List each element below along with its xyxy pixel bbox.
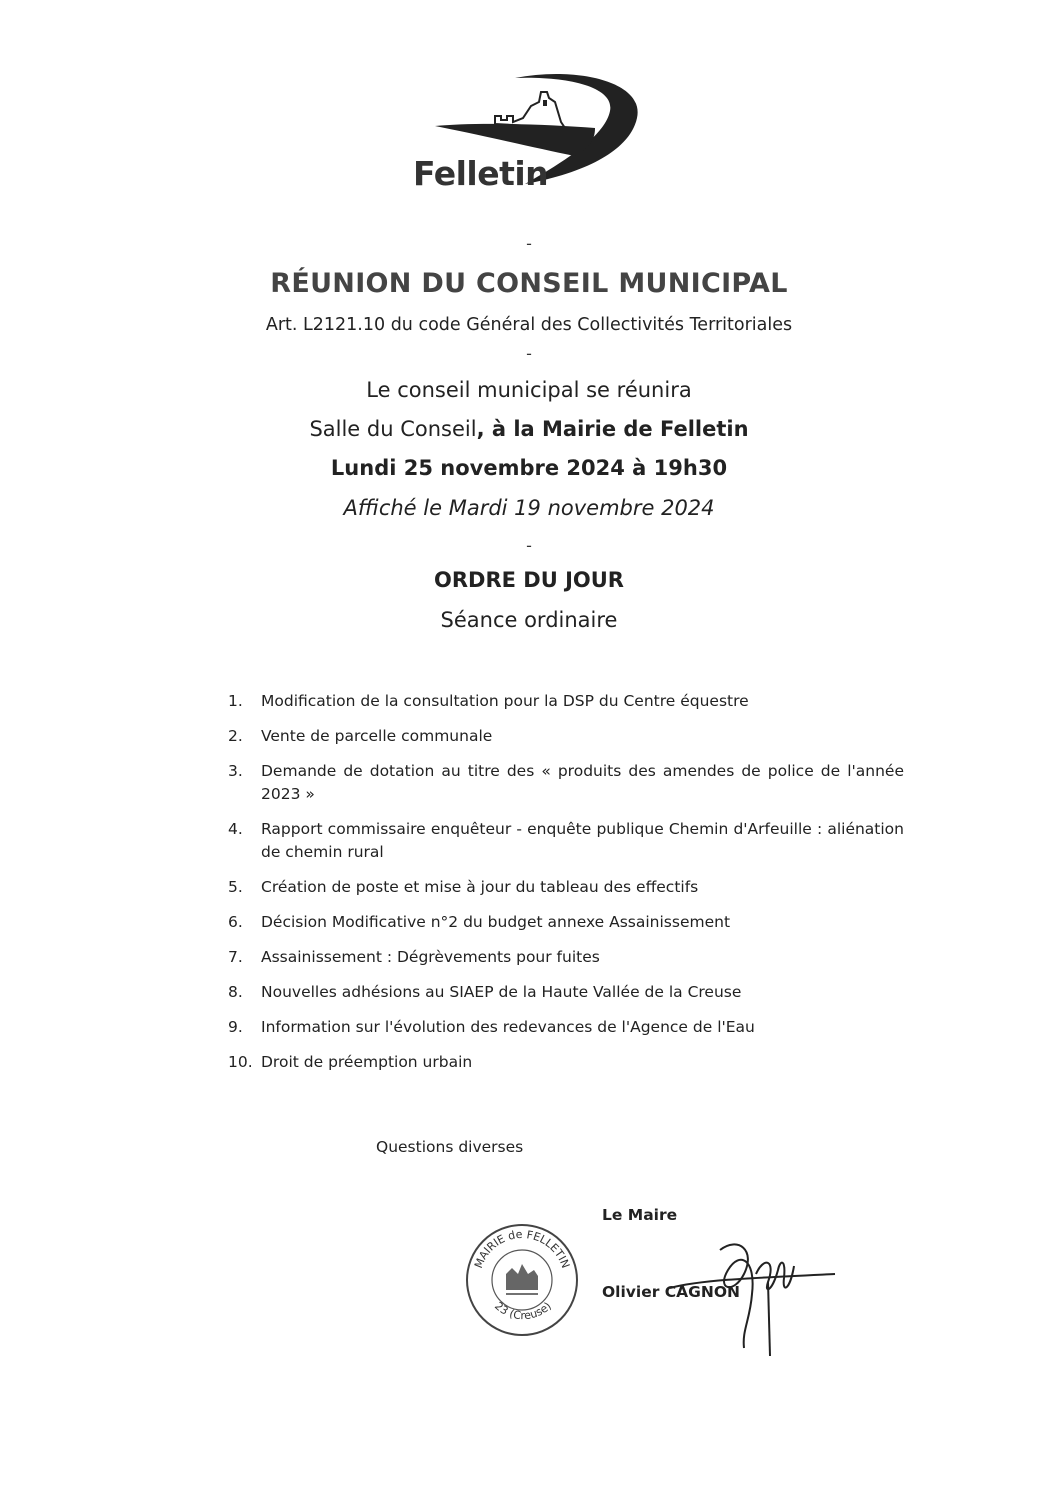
page-title: RÉUNION DU CONSEIL MUNICIPAL: [270, 268, 788, 299]
separator: -: [526, 344, 532, 363]
agenda-item-number: 8.: [228, 983, 243, 1001]
agenda-item: [228, 1016, 904, 1039]
agenda-item: [228, 946, 904, 969]
svg-text:MAIRIE de FELLETIN: [472, 1228, 572, 1270]
agenda-item-number: 6.: [228, 913, 243, 931]
meeting-date: Lundi 25 novembre 2024 à 19h30: [330, 456, 728, 480]
separator: -: [526, 234, 532, 253]
agenda-item-number: 2.: [228, 727, 243, 745]
agenda-item-text: Information sur l'évolution des redevances de l'Agence de l'Eau: [261, 1018, 755, 1036]
posted-date: Affiché le Mardi 19 novembre 2024: [343, 496, 715, 520]
meeting-intro: Le conseil municipal se réunira: [366, 378, 692, 402]
agenda-item-text: Vente de parcelle communale: [261, 727, 493, 745]
signatory-role: Le Maire: [602, 1206, 678, 1224]
agenda-item: [228, 725, 904, 748]
misc-questions: Questions diverses: [376, 1138, 524, 1156]
agenda-list: [228, 690, 904, 1074]
agenda-item-number: 7.: [228, 948, 243, 966]
meeting-location: [0, 417, 1058, 441]
agenda-item-number: 9.: [228, 1018, 243, 1036]
legal-reference: Art. L2121.10 du code Général des Collectivités Territoriales: [265, 315, 793, 335]
agenda-item: [228, 1051, 904, 1074]
agenda-item: [228, 911, 904, 934]
agenda-item-text: Nouvelles adhésions au SIAEP de la Haute Vallée de la Creuse: [261, 983, 742, 1001]
logo-wordmark: Felletin: [413, 154, 549, 193]
stamp-seal-icon: [462, 1218, 582, 1338]
stamp-bottom-text: 23 (Creuse): [492, 1299, 554, 1323]
agenda-item-number: 10.: [228, 1053, 253, 1071]
agenda-item-number: 5.: [228, 878, 243, 896]
agenda-item-number: 1.: [228, 692, 243, 710]
agenda-item-text: Décision Modificative n°2 du budget annexe Assainissement: [261, 913, 731, 931]
agenda-item: [228, 981, 904, 1004]
mayor-name: Olivier CAGNON: [602, 1283, 740, 1301]
separator: -: [526, 536, 532, 555]
agenda-item: [228, 690, 904, 713]
agenda-title: ORDRE DU JOUR: [434, 568, 624, 592]
agenda-item: [228, 760, 904, 806]
agenda-item-text: Modification de la consultation pour la DSP du Centre équestre: [261, 692, 749, 710]
agenda-item-text: Création de poste et mise à jour du tableau des effectifs: [261, 878, 699, 896]
session-type: Séance ordinaire: [440, 608, 618, 632]
mairie-stamp: [462, 1218, 582, 1338]
location-room: Salle du Conseil: [309, 417, 477, 441]
agenda-item: [228, 876, 904, 899]
agenda-item-text: Demande de dotation au titre des « produits des amendes de police de l'année 2023 »: [261, 762, 904, 803]
svg-text:23 (Creuse): [492, 1299, 554, 1322]
agenda-item-number: 4.: [228, 820, 243, 838]
location-venue: , à la Mairie de Felletin: [476, 417, 749, 441]
agenda-item-text: Assainissement : Dégrèvements pour fuites: [261, 948, 600, 966]
stamp-top-text: MAIRIE de FELLETIN: [471, 1227, 573, 1271]
agenda-item: [228, 818, 904, 864]
felletin-logo: [405, 66, 655, 196]
agenda-item-text: Droit de préemption urbain: [261, 1053, 473, 1071]
agenda-item-number: 3.: [228, 762, 243, 780]
agenda-item-text: Rapport commissaire enquêteur - enquête publique Chemin d'Arfeuille : aliénation de chemin rural: [261, 820, 904, 861]
